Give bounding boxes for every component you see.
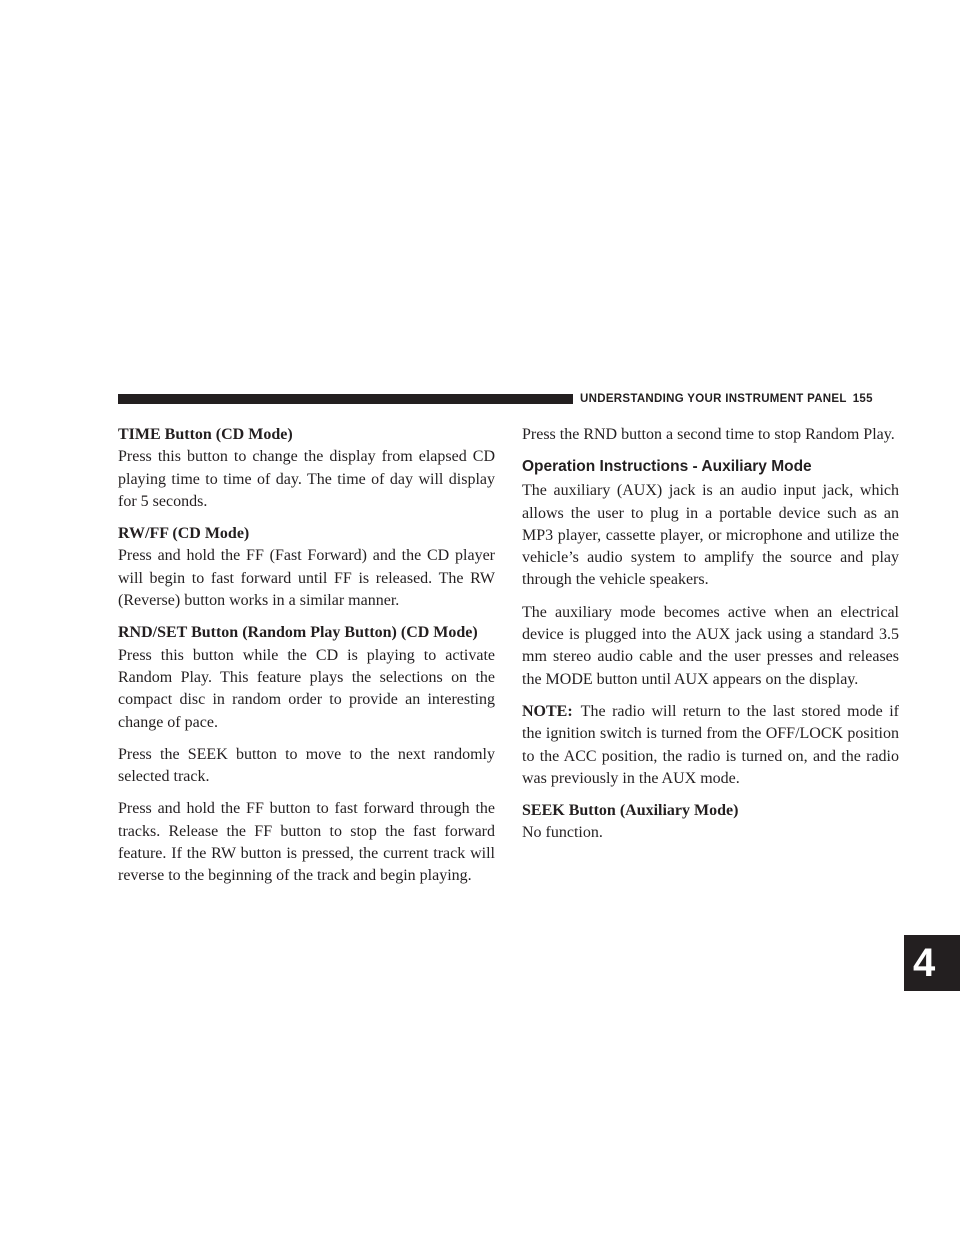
aux-mode-heading: Operation Instructions - Auxiliary Mode — [522, 458, 812, 476]
rwff-heading: RW/FF (CD Mode) — [118, 525, 250, 543]
rnd-set-heading: RND/SET Button (Random Play Button) (CD Mode) — [118, 624, 478, 642]
rnd-set-text-3: Press and hold the FF button to fast forward through the tracks. Release the FF button to stop the fast forward feature. If the RW button is pressed, the current track will reverse to the beginning of the track and begin playing. — [118, 800, 495, 885]
rnd-set-text-1: Press this button while the CD is playing to activate Random Play. This feature plays the selections on the compact disc in random order to provide an interesting change of pace. — [118, 646, 495, 731]
seek-aux-heading: SEEK Button (Auxiliary Mode) — [522, 802, 739, 820]
rnd-stop-text: Press the RND button a second time to stop Random Play. — [522, 426, 895, 443]
page-number: 155 — [852, 393, 873, 405]
rnd-set-text-2: Press the SEEK button to move to the next randomly selected track. — [118, 745, 495, 786]
time-button-text: Press this button to change the display from elapsed CD playing time to time of day. The time of day will display for 5 seconds. — [118, 448, 495, 510]
note-paragraph — [522, 701, 899, 790]
chapter-tab: 4 — [904, 935, 960, 991]
header-title: UNDERSTANDING YOUR INSTRUMENT PANEL — [580, 393, 847, 405]
time-button-heading: TIME Button (CD Mode) — [118, 426, 293, 443]
left-column — [118, 424, 495, 898]
rwff-text: Press and hold the FF (Fast Forward) and the CD player will begin to fast forward until FF is released. The RW (Reverse) button works in a similar manner. — [118, 547, 495, 610]
note-label: NOTE: — [522, 702, 573, 720]
aux-mode-text-2: The auxiliary mode becomes active when an electrical device is plugged into the AUX jack using a standard 3.5 mm stereo audio cable and the user presses and releases the MODE button until AUX appears on the display. — [522, 603, 899, 688]
aux-mode-text-1: The auxiliary (AUX) jack is an audio input jack, which allows the user to plug in a portable device such as an MP3 player, cassette player, or microphone and utilize the vehicle’s audio system to amplify the source and play through the vehicle speakers. — [522, 482, 899, 589]
running-header — [580, 392, 900, 406]
note-text: The radio will return to the last stored mode if the ignition switch is turned from the OFF/LOCK position to the ACC position, the radio is turned on, and the radio was previously in the AUX mode. — [522, 702, 899, 787]
header-rule — [118, 394, 573, 404]
seek-aux-text: No function. — [522, 824, 603, 842]
right-column — [522, 424, 899, 855]
